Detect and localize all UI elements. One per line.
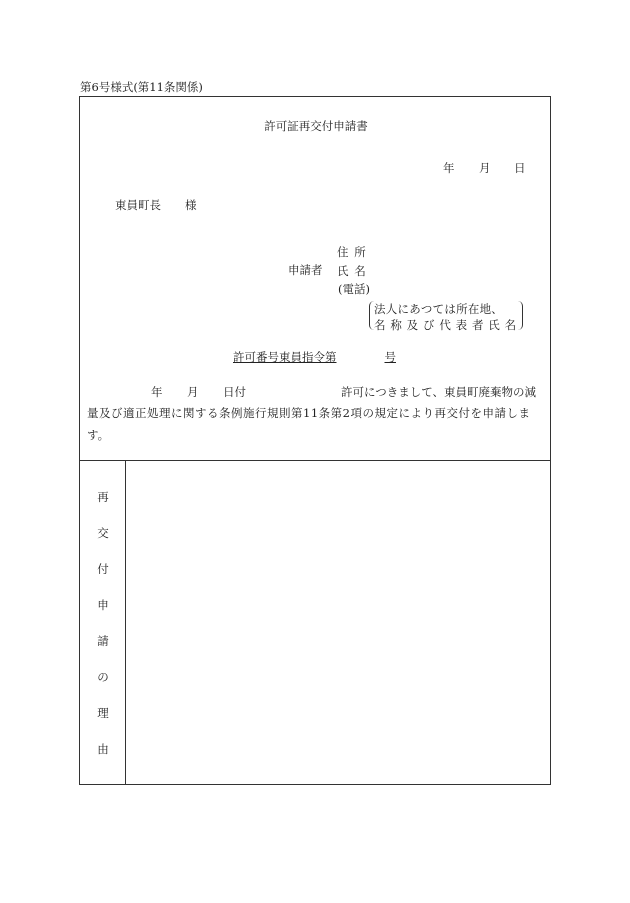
address-label: 住所 (337, 245, 372, 259)
name-label: 氏名 (337, 264, 372, 278)
addressee-name: 東員町長 (115, 198, 161, 212)
date-day: 日 (514, 161, 526, 175)
body-line1: 許可につきまして、東員町廃棄物の減 (341, 385, 537, 399)
reason-label-char: 理 (97, 706, 109, 720)
permit-number (233, 349, 396, 365)
application-form (79, 96, 551, 785)
body-line2: 量及び適正処理に関する条例施行規則第11条第2項の規定により再交付を申請しま (87, 406, 531, 420)
addressee (115, 197, 197, 213)
corporate-note-line2: 名称及び代表者氏名 (374, 318, 521, 332)
body-month: 月 (187, 385, 199, 399)
date-month: 月 (479, 161, 491, 175)
addressee-honorific: 様 (185, 198, 197, 212)
reason-input-area[interactable] (126, 461, 550, 784)
reason-label-char: 付 (97, 562, 109, 576)
reason-label-char: 由 (97, 742, 109, 756)
permit-number-suffix: 号 (384, 350, 396, 364)
application-section (80, 97, 550, 461)
permit-number-prefix: 許可番号東員指令第 (233, 350, 337, 364)
reason-section (80, 461, 550, 784)
phone-label: (電話) (338, 282, 370, 296)
reason-label-char: の (97, 670, 109, 684)
body-line3: す。 (87, 428, 110, 442)
reason-label-column (80, 461, 126, 784)
form-number: 第6号様式(第11条関係) (80, 80, 203, 94)
reason-label-char: 再 (97, 490, 109, 504)
reason-label-char: 交 (97, 526, 109, 540)
corporate-note-line1: 法人にあつては所在地、 (374, 302, 504, 316)
body-year: 年 (151, 385, 163, 399)
reason-label-char: 申 (97, 598, 109, 612)
applicant-label: 申請者 (288, 263, 323, 277)
date-year: 年 (443, 161, 455, 175)
document-title: 許可証再交付申請書 (264, 119, 368, 133)
reason-label-char: 請 (97, 634, 109, 648)
body-day-label: 日付 (223, 385, 246, 399)
